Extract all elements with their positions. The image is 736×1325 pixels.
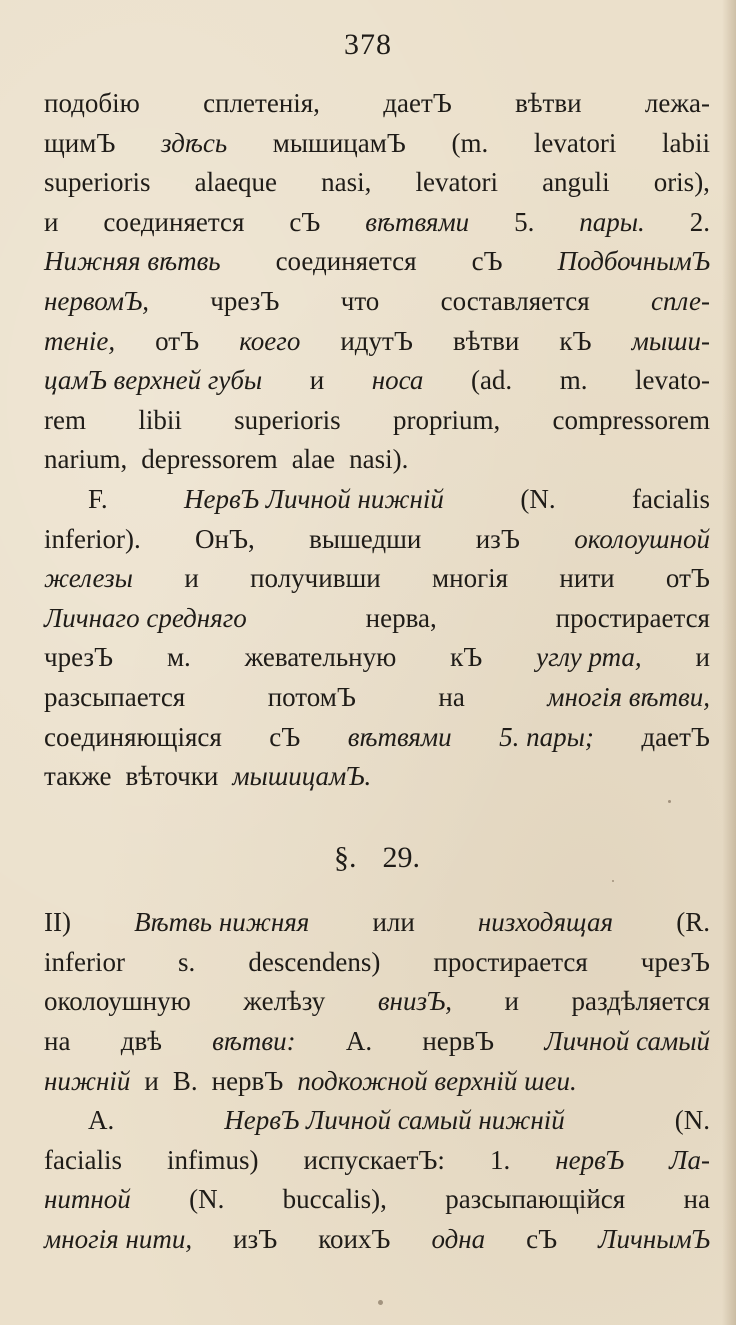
word: Вѣтвь нижняя bbox=[134, 907, 310, 938]
word: s. bbox=[178, 946, 196, 977]
word: составляется bbox=[440, 285, 590, 316]
word: и bbox=[144, 1065, 159, 1096]
word: мышицамЪ. bbox=[232, 761, 372, 792]
word: (N. bbox=[674, 1105, 710, 1136]
word: levatori bbox=[533, 127, 617, 158]
word: Ла- bbox=[669, 1144, 710, 1175]
word: сЪ bbox=[269, 721, 301, 752]
word: libii bbox=[138, 404, 182, 435]
word: даетЪ bbox=[383, 88, 452, 118]
page-edge-shadow bbox=[722, 0, 736, 1325]
word: (m. bbox=[451, 127, 489, 158]
word: вѣтви: bbox=[212, 1026, 296, 1057]
section-sign: §. bbox=[334, 840, 357, 874]
word: oris), bbox=[653, 167, 710, 198]
word: углу рта, bbox=[536, 642, 642, 673]
word: сЪ bbox=[289, 206, 321, 237]
paragraph-group-2 bbox=[44, 903, 710, 1259]
spacer bbox=[44, 797, 710, 838]
word: alae bbox=[291, 444, 336, 475]
text-line bbox=[44, 903, 710, 943]
word: levato- bbox=[635, 365, 710, 396]
text-line bbox=[44, 84, 710, 124]
word: ЛичнымЪ bbox=[598, 1224, 710, 1255]
word: железы bbox=[44, 563, 133, 594]
word: Личнаго среднягo bbox=[44, 602, 247, 633]
word: внизЪ, bbox=[377, 986, 452, 1017]
word: соединяющіяся bbox=[44, 721, 222, 752]
word: простирается bbox=[433, 946, 588, 977]
word: многія нити, bbox=[44, 1224, 193, 1255]
word: facialis bbox=[632, 483, 710, 514]
word: идутЪ bbox=[340, 325, 413, 356]
word: вѣтвями bbox=[365, 206, 470, 237]
text-line bbox=[44, 943, 710, 983]
text-line bbox=[44, 124, 710, 164]
word: на bbox=[683, 1184, 710, 1215]
word: вѣтвями bbox=[347, 721, 452, 752]
word: кЪ bbox=[559, 325, 592, 356]
word: раздѣляется bbox=[571, 986, 710, 1017]
word: сЪ bbox=[471, 246, 503, 277]
word: подобію bbox=[44, 88, 140, 118]
word: желѣзу bbox=[243, 986, 326, 1017]
text-line bbox=[44, 1101, 710, 1141]
word: соединяется bbox=[103, 206, 245, 237]
word: m. bbox=[559, 365, 588, 396]
word: inferior). bbox=[44, 523, 141, 554]
word: чрезЪ bbox=[210, 285, 280, 316]
section-number: 29. bbox=[382, 840, 420, 874]
word: отЪ bbox=[665, 563, 710, 594]
word: простирается bbox=[555, 602, 710, 633]
word: Личной самый bbox=[544, 1026, 710, 1057]
text-line bbox=[44, 1220, 710, 1260]
word: 5. пары; bbox=[499, 721, 594, 752]
word: (R. bbox=[676, 907, 710, 938]
text-line bbox=[44, 599, 710, 639]
spacer bbox=[44, 877, 710, 903]
word: superioris bbox=[234, 404, 341, 435]
word: здѣсь bbox=[161, 127, 228, 158]
word: superioris bbox=[44, 167, 151, 198]
word: нижній bbox=[44, 1065, 131, 1096]
word: levatori bbox=[415, 167, 498, 198]
word: buccalis), bbox=[282, 1184, 387, 1215]
word: пары. bbox=[579, 206, 645, 237]
word: нити bbox=[559, 563, 615, 594]
word: испускаетЪ: bbox=[303, 1144, 445, 1175]
word: коего bbox=[239, 325, 301, 356]
word: В. bbox=[172, 1065, 198, 1096]
text-line bbox=[44, 401, 710, 441]
text-line bbox=[44, 361, 710, 401]
word: rem bbox=[44, 404, 86, 435]
word: одна bbox=[431, 1224, 486, 1255]
word: отЪ bbox=[155, 325, 200, 356]
word: ОнЪ, bbox=[195, 523, 255, 554]
word: НервЪ Личной самый нижній bbox=[224, 1105, 565, 1136]
word: вѣточки bbox=[125, 761, 219, 792]
word: носа bbox=[371, 365, 424, 396]
text-line bbox=[44, 440, 710, 480]
word: околоушной bbox=[574, 523, 710, 554]
word: изЪ bbox=[475, 523, 520, 554]
word: получивши bbox=[250, 563, 381, 594]
word: 5. bbox=[514, 206, 535, 237]
word: вѣтви bbox=[515, 88, 582, 118]
word: Нижняя вѣтвь bbox=[44, 246, 221, 277]
text-line bbox=[44, 757, 710, 797]
text-line bbox=[44, 1062, 710, 1102]
section-heading bbox=[44, 838, 710, 878]
word: на bbox=[44, 1026, 71, 1057]
word: спле- bbox=[651, 285, 710, 316]
text-line bbox=[44, 480, 710, 520]
word: лежа- bbox=[644, 88, 710, 118]
word: narium, bbox=[44, 444, 128, 475]
word: alaeque bbox=[194, 167, 278, 198]
word: II) bbox=[44, 907, 71, 938]
word: щимЪ bbox=[44, 127, 116, 158]
text-line bbox=[44, 242, 710, 282]
word: и bbox=[504, 986, 519, 1017]
word: мышицамЪ bbox=[272, 127, 406, 158]
paragraph-group-1 bbox=[44, 84, 710, 797]
word: А. bbox=[88, 1105, 115, 1136]
body-text bbox=[44, 84, 710, 1260]
word: (N. bbox=[189, 1184, 225, 1215]
word: нервЪ bbox=[555, 1144, 625, 1175]
word: вѣтви bbox=[452, 325, 520, 356]
word: вышедши bbox=[309, 523, 422, 554]
word: F. bbox=[88, 483, 108, 514]
word: anguli bbox=[542, 167, 610, 198]
word: НервЪ Личной нижній bbox=[184, 483, 444, 514]
word: или bbox=[372, 907, 415, 938]
word: 1. bbox=[489, 1144, 511, 1175]
word: разсыпается bbox=[44, 681, 186, 712]
paper-speck bbox=[668, 800, 671, 803]
word: многія bbox=[432, 563, 509, 594]
word: м. bbox=[166, 642, 191, 673]
word: infimus) bbox=[167, 1144, 259, 1175]
text-line bbox=[44, 982, 710, 1022]
word: нитной bbox=[44, 1184, 131, 1215]
word: nasi). bbox=[349, 444, 409, 475]
word: также bbox=[44, 761, 112, 792]
word: кЪ bbox=[450, 642, 483, 673]
word: жевательную bbox=[244, 642, 397, 673]
paper-speck bbox=[378, 1300, 383, 1305]
word: низходящая bbox=[477, 907, 614, 938]
word: (ad. bbox=[470, 365, 513, 396]
word: цамЪ верхней губы bbox=[44, 365, 263, 396]
word: мыши- bbox=[631, 325, 710, 356]
word: нервЪ bbox=[422, 1026, 495, 1057]
text-line bbox=[44, 1141, 710, 1181]
word: (N. bbox=[520, 483, 556, 514]
paper-speck bbox=[612, 880, 614, 882]
text-line bbox=[44, 1180, 710, 1220]
word: nasi, bbox=[321, 167, 372, 198]
word: нервомЪ, bbox=[44, 285, 149, 316]
word: изЪ bbox=[233, 1224, 278, 1255]
word: сплетенія, bbox=[203, 88, 320, 118]
word: compressorem bbox=[552, 404, 710, 435]
word: двѣ bbox=[120, 1026, 162, 1057]
word: околоушную bbox=[44, 986, 191, 1017]
text-line bbox=[44, 203, 710, 243]
word: теніе, bbox=[44, 325, 116, 356]
word: inferior bbox=[44, 946, 125, 977]
page-number: 378 bbox=[344, 28, 392, 61]
word: потомЪ bbox=[267, 681, 356, 712]
word: proprium, bbox=[392, 404, 501, 435]
word: labii bbox=[662, 127, 710, 158]
word: и bbox=[184, 563, 199, 594]
word: и bbox=[309, 365, 325, 396]
word: подкожной верхній шеи. bbox=[297, 1065, 577, 1096]
text-line bbox=[44, 1022, 710, 1062]
word: ПодбочнымЪ bbox=[557, 246, 710, 277]
word: facialis bbox=[44, 1144, 122, 1175]
word: разсыпающійся bbox=[445, 1184, 626, 1215]
text-line bbox=[44, 638, 710, 678]
word: чрезЪ bbox=[640, 946, 710, 977]
word: на bbox=[438, 681, 465, 712]
word: descendens) bbox=[248, 946, 381, 977]
word: чрезЪ bbox=[44, 642, 114, 673]
word: сЪ bbox=[526, 1224, 558, 1255]
word: А. bbox=[345, 1026, 373, 1057]
text-line bbox=[44, 282, 710, 322]
word: и bbox=[695, 642, 710, 673]
word: даетЪ bbox=[641, 721, 710, 752]
word: нерва, bbox=[365, 602, 437, 633]
text-line bbox=[44, 559, 710, 599]
text-line bbox=[44, 678, 710, 718]
text-line bbox=[44, 322, 710, 362]
word: соединяется bbox=[275, 246, 417, 277]
word: коихЪ bbox=[318, 1224, 391, 1255]
word: depressorem bbox=[141, 444, 278, 475]
word: что bbox=[340, 285, 380, 316]
word: и bbox=[44, 206, 59, 237]
text-line bbox=[44, 718, 710, 758]
text-line bbox=[44, 163, 710, 203]
word: многія вѣтви, bbox=[547, 681, 710, 712]
word: нервЪ bbox=[211, 1065, 284, 1096]
text-line bbox=[44, 520, 710, 560]
word: 2. bbox=[689, 206, 710, 237]
